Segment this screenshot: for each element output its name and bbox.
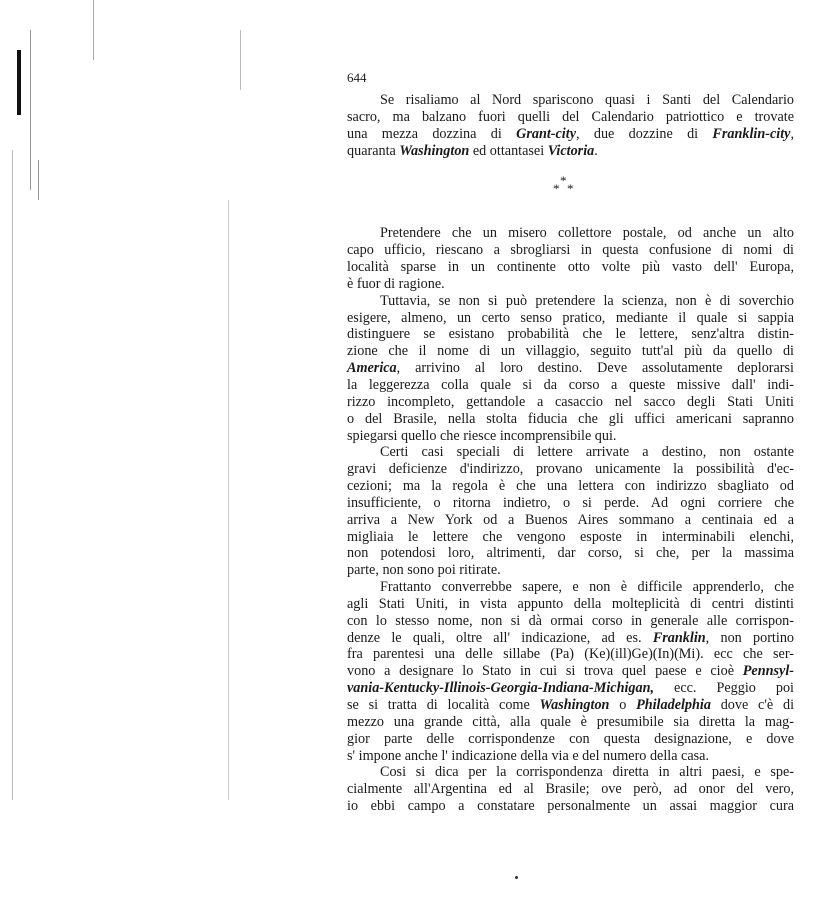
text-line xyxy=(347,748,794,765)
text-run: , due dozzine di xyxy=(576,125,713,142)
text-line xyxy=(347,360,794,377)
text-line xyxy=(347,461,794,478)
text-run: Cosi si dica per la corrispondenza diretta in altri paesi, e spe- xyxy=(380,764,794,781)
asterisk: * xyxy=(560,173,567,189)
text-run: rizzo incompleto, gettandole a casaccio nel sacco degli Stati Uniti xyxy=(347,393,794,410)
text-run: se si tratta di località come xyxy=(347,697,540,713)
text-run: io ebbi campo a constatare personalmente un assai maggior cura xyxy=(347,798,794,815)
text-run: , arrivino al loro destino. Deve assolutamente deplorarsi xyxy=(396,360,794,377)
text-run: esigere, almeno, un certo senso pratico, mediante il quale si sappia xyxy=(347,309,794,326)
italic-term: Franklin xyxy=(652,629,706,646)
text-line xyxy=(347,411,794,428)
text-run: Frattanto converrebbe sapere, e non è difficile apprenderlo, che xyxy=(380,579,794,596)
asterisk: * xyxy=(567,181,574,197)
text-run: zione che il nome di un villaggio, seguito tutt'al più da quello di xyxy=(347,343,794,360)
text-run: spiegarsi quello che riesce incomprensibile qui. xyxy=(347,427,617,444)
text-line xyxy=(347,242,794,259)
text-line xyxy=(347,478,794,495)
paragraph xyxy=(347,293,794,445)
text-run: cezioni; ma la regola è che una lettera con indirizzo sbagliato od xyxy=(347,478,794,495)
text-line xyxy=(347,276,794,293)
text-run: Tuttavia, se non si può pretendere la scienza, non è di soverchio xyxy=(380,292,794,309)
text-run: ecc. Peggio poi xyxy=(654,680,794,697)
text-run: ed ottantasei xyxy=(469,142,548,159)
text-run: dove c'è di xyxy=(710,697,795,713)
scan-margin-mark xyxy=(17,50,21,115)
text-run: mezzo una grande città, alla quale è presumibile sia diretta la mag- xyxy=(347,713,794,730)
paragraph xyxy=(347,444,794,579)
text-line xyxy=(347,343,794,360)
text-run: vono a designare lo Stato in cui si trova quel paese e cioè xyxy=(347,663,743,680)
italic-term: Washington xyxy=(539,697,610,713)
text-run: capo ufficio, riescano a sbrogliarsi in questa confusione di nomi di xyxy=(347,242,794,259)
text-run: gravi deficienze d'indirizzo, provano unicamente la possibilità d'ec- xyxy=(347,461,794,478)
text-run: arriva a New York od a Buenos Aires sommano a centinaia ed a xyxy=(347,511,794,528)
text-line xyxy=(347,428,794,445)
text-run: quaranta xyxy=(347,142,400,159)
text-run: fra parentesi una delle sillabe (Pa) (Ke)(ill)Ge)(In)(Mi). ecc che ser- xyxy=(347,646,794,663)
text-line xyxy=(347,529,794,546)
paragraph xyxy=(347,225,794,292)
text-run: s' impone anche l' indicazione della via e del numero della casa. xyxy=(347,747,710,764)
text-run: Se risaliamo al Nord spariscono quasi i Santi del Calendario xyxy=(380,92,794,108)
italic-term: Washington xyxy=(399,142,470,159)
paragraph xyxy=(347,764,794,815)
body-text xyxy=(347,92,794,815)
text-line xyxy=(347,798,794,815)
text-run: sacro, ma balzano fuori quelli del Calendario patriottico e trovate xyxy=(347,108,794,125)
text-run: località sparse in un continente otto volte più vasto dell' Europa, xyxy=(347,259,794,276)
scan-margin-mark xyxy=(228,200,229,800)
text-line xyxy=(347,697,794,714)
scan-margin-mark xyxy=(30,30,31,190)
text-line xyxy=(347,326,794,343)
text-run: Certi casi speciali di lettere arrivate a destino, non ostante xyxy=(380,444,794,461)
text-run: o xyxy=(609,697,637,713)
italic-term: Franklin-city xyxy=(712,125,791,142)
text-line xyxy=(347,109,794,126)
italic-term: America xyxy=(347,360,397,377)
text-line xyxy=(347,259,794,276)
text-run: , non portino xyxy=(705,629,795,646)
text-run: una mezza dozzina di xyxy=(347,125,517,142)
italic-term: Victoria xyxy=(547,142,595,159)
text-line xyxy=(347,293,794,310)
text-run: è fuor di ragione. xyxy=(347,275,445,292)
text-line xyxy=(347,444,794,461)
asterism xyxy=(347,159,794,225)
italic-term: Grant-city xyxy=(516,125,576,142)
text-line xyxy=(347,92,794,109)
scan-margin-mark xyxy=(12,150,13,800)
text-line xyxy=(347,680,794,697)
text-run: gior parte delle corrispondenze con questa designazione, e dove xyxy=(347,730,794,747)
text-line xyxy=(347,310,794,327)
text-run: parte, non sono poi ritirate. xyxy=(347,562,501,579)
text-line xyxy=(347,714,794,731)
text-line xyxy=(347,377,794,394)
text-line xyxy=(347,394,794,411)
text-line xyxy=(347,562,794,579)
text-run: insufficiente, o ritorna indietro, o si perde. Ad ogni corriere che xyxy=(347,494,794,511)
text-run: denze le quali, oltre all' indicazione, ad es. xyxy=(347,629,653,646)
text-line xyxy=(347,613,794,630)
text-line xyxy=(347,646,794,663)
text-run: distinguere se esistano probabilità che le lettere, senz'altra distin- xyxy=(347,326,794,343)
scan-margin-mark xyxy=(240,30,241,90)
text-run: con lo stesso nome, non si dà ormai corso in generale alle corrispon- xyxy=(347,612,794,629)
text-line xyxy=(347,781,794,798)
text-line xyxy=(347,731,794,748)
asterisk: * xyxy=(553,181,560,197)
text-line xyxy=(347,143,794,160)
italic-term: Philadelphia xyxy=(636,697,711,713)
paragraph xyxy=(347,92,794,159)
text-run: agli Stati Uniti, in vista appunto della molteplicità di centri distinti xyxy=(347,595,794,612)
italic-term: Pennsyl- xyxy=(742,663,794,680)
scan-speck xyxy=(515,876,518,879)
text-run: o del Brasile, nella stolta fiducia che gli uffici americani sapranno xyxy=(347,410,794,427)
text-line xyxy=(347,512,794,529)
text-run: , xyxy=(790,125,795,142)
text-line xyxy=(347,495,794,512)
text-line xyxy=(347,764,794,781)
text-line xyxy=(347,663,794,680)
text-line xyxy=(347,630,794,647)
text-line xyxy=(347,126,794,143)
text-run: la leggerezza colla quale si da corso a queste missive dall' indi- xyxy=(347,376,794,393)
text-line xyxy=(347,225,794,242)
text-run: non potendosi loro, altrimenti, dar corso, si che, per la massima xyxy=(347,545,794,562)
text-run: cialmente all'Argentina ed al Brasile; ove però, ad onor del vero, xyxy=(347,781,794,798)
text-run: Pretendere che un misero collettore postale, od anche un alto xyxy=(380,225,794,242)
scan-margin-mark xyxy=(38,160,39,200)
italic-term: vania-Kentucky-Illinois-Georgia-Indiana-Michigan, xyxy=(347,680,655,697)
paragraph xyxy=(347,579,794,764)
page-number: 644 xyxy=(347,70,367,85)
text-line xyxy=(347,579,794,596)
scan-margin-mark xyxy=(93,0,94,60)
text-run: . xyxy=(594,142,598,159)
text-line xyxy=(347,596,794,613)
text-line xyxy=(347,545,794,562)
text-run: migliaia le lettere che vengono esposte in interminabili elenchi, xyxy=(347,528,794,545)
